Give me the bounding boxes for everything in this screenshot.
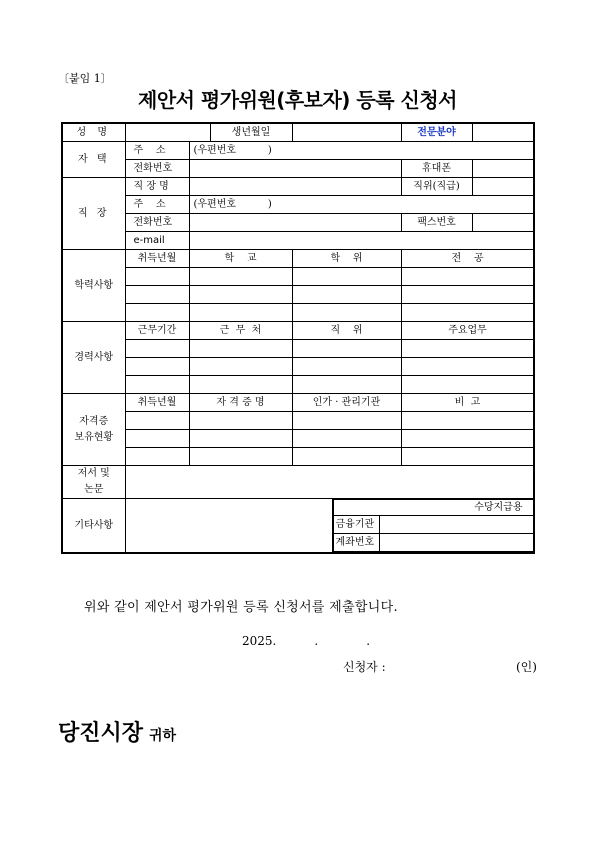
applicant-label: 신청자 : bbox=[343, 660, 386, 674]
fax-label: 팩스번호 bbox=[401, 214, 472, 232]
career-header-period: 근무기간 bbox=[125, 322, 189, 340]
company-label: 직 장 명 bbox=[125, 178, 189, 196]
account-label: 계좌번호 bbox=[333, 534, 379, 552]
career-cell[interactable] bbox=[401, 340, 534, 358]
education-entry-row bbox=[62, 304, 534, 322]
papers-row bbox=[62, 466, 534, 499]
license-label bbox=[62, 394, 125, 466]
home-phone-label: 전화번호 bbox=[125, 160, 189, 178]
bank-field[interactable] bbox=[379, 516, 533, 534]
home-address-field[interactable]: (우편번호 ) bbox=[189, 142, 534, 160]
education-cell[interactable] bbox=[401, 286, 534, 304]
company-field[interactable] bbox=[189, 178, 401, 196]
license-cell[interactable] bbox=[125, 448, 189, 466]
work-phone-field[interactable] bbox=[189, 214, 401, 232]
career-header-duties: 주요업무 bbox=[401, 322, 534, 340]
career-cell[interactable] bbox=[401, 358, 534, 376]
home-phone-field[interactable] bbox=[189, 160, 401, 178]
email-label: e-mail bbox=[125, 232, 189, 250]
mobile-label: 휴대폰 bbox=[401, 160, 472, 178]
education-cell[interactable] bbox=[189, 268, 292, 286]
birth-label: 생년월일 bbox=[210, 123, 292, 142]
work-phone-row bbox=[62, 214, 534, 232]
career-cell[interactable] bbox=[292, 358, 401, 376]
license-label-line2: 보유현황 bbox=[74, 431, 114, 443]
license-entry-row bbox=[62, 430, 534, 448]
home-address-row bbox=[62, 142, 534, 160]
fax-field[interactable] bbox=[472, 214, 534, 232]
work-label: 직 장 bbox=[62, 178, 125, 250]
education-cell[interactable] bbox=[401, 268, 534, 286]
license-cell[interactable] bbox=[189, 412, 292, 430]
education-cell[interactable] bbox=[189, 304, 292, 322]
papers-label-line1: 저서 및 bbox=[77, 468, 110, 479]
seal-label: (인) bbox=[516, 660, 537, 674]
license-cell[interactable] bbox=[125, 412, 189, 430]
allowance-label: 수당지급용 bbox=[333, 500, 533, 516]
date-line bbox=[242, 634, 370, 648]
license-cell[interactable] bbox=[401, 430, 534, 448]
career-cell[interactable] bbox=[189, 358, 292, 376]
license-entry-row bbox=[62, 412, 534, 430]
career-cell[interactable] bbox=[401, 376, 534, 394]
career-label: 경력사항 bbox=[62, 322, 125, 394]
work-email-row bbox=[62, 232, 534, 250]
bank-label: 금융기관 bbox=[333, 516, 379, 534]
career-header-position: 직 위 bbox=[292, 322, 401, 340]
license-header-remarks: 비 고 bbox=[401, 394, 534, 412]
education-entry-row bbox=[62, 268, 534, 286]
education-header-school: 학 교 bbox=[189, 250, 292, 268]
education-cell[interactable] bbox=[189, 286, 292, 304]
work-phone-label: 전화번호 bbox=[125, 214, 189, 232]
mobile-field[interactable] bbox=[472, 160, 534, 178]
license-cell[interactable] bbox=[292, 430, 401, 448]
education-cell[interactable] bbox=[292, 304, 401, 322]
education-cell[interactable] bbox=[292, 268, 401, 286]
license-cell[interactable] bbox=[401, 412, 534, 430]
education-entry-row bbox=[62, 286, 534, 304]
license-cell[interactable] bbox=[189, 448, 292, 466]
other-field[interactable] bbox=[125, 499, 332, 554]
registration-form-table bbox=[61, 122, 535, 554]
position-label: 직위(직급) bbox=[401, 178, 472, 196]
allowance-table bbox=[333, 499, 534, 552]
career-entry-row bbox=[62, 376, 534, 394]
work-address-row bbox=[62, 196, 534, 214]
career-cell[interactable] bbox=[292, 340, 401, 358]
license-label-line1: 자격증 bbox=[79, 415, 109, 427]
license-cell[interactable] bbox=[292, 412, 401, 430]
work-address-field[interactable]: (우편번호 ) bbox=[189, 196, 534, 214]
license-cell[interactable] bbox=[189, 430, 292, 448]
career-entry-row bbox=[62, 340, 534, 358]
other-row bbox=[62, 499, 534, 554]
work-address-label: 주 소 bbox=[125, 196, 189, 214]
account-field[interactable] bbox=[379, 534, 533, 552]
name-field[interactable] bbox=[125, 123, 210, 142]
education-header-major: 전 공 bbox=[401, 250, 534, 268]
submission-statement: 위와 같이 제안서 평가위원 등록 신청서를 제출합니다. bbox=[84, 600, 398, 615]
education-header-row bbox=[62, 250, 534, 268]
name-row bbox=[62, 123, 534, 142]
home-label: 자 택 bbox=[62, 142, 125, 178]
license-header-authority: 인가 · 관리기관 bbox=[292, 394, 401, 412]
form-title: 제안서 평가위원(후보자) 등록 신청서 bbox=[138, 88, 457, 112]
career-cell[interactable] bbox=[292, 376, 401, 394]
work-company-row bbox=[62, 178, 534, 196]
position-field[interactable] bbox=[472, 178, 534, 196]
career-cell[interactable] bbox=[125, 376, 189, 394]
career-header-row bbox=[62, 322, 534, 340]
license-header-row bbox=[62, 394, 534, 412]
home-address-label: 주 소 bbox=[125, 142, 189, 160]
specialty-label: 전문분야 bbox=[401, 123, 472, 142]
papers-label-line2: 논문 bbox=[84, 484, 104, 495]
education-header-degree: 학 위 bbox=[292, 250, 401, 268]
addressee bbox=[58, 716, 176, 747]
career-cell[interactable] bbox=[125, 358, 189, 376]
education-header-date: 취득년월 bbox=[125, 250, 189, 268]
specialty-field[interactable] bbox=[472, 123, 534, 142]
date-day: . bbox=[366, 634, 371, 648]
education-cell[interactable] bbox=[125, 268, 189, 286]
education-cell[interactable] bbox=[401, 304, 534, 322]
career-entry-row bbox=[62, 358, 534, 376]
license-cell[interactable] bbox=[125, 430, 189, 448]
license-header-name: 자 격 증 명 bbox=[189, 394, 292, 412]
career-cell[interactable] bbox=[125, 340, 189, 358]
papers-label bbox=[62, 466, 125, 499]
career-cell[interactable] bbox=[189, 340, 292, 358]
license-cell[interactable] bbox=[292, 448, 401, 466]
career-header-workplace: 근 무 처 bbox=[189, 322, 292, 340]
education-cell[interactable] bbox=[125, 304, 189, 322]
home-phone-row bbox=[62, 160, 534, 178]
education-label: 학력사항 bbox=[62, 250, 125, 322]
birth-field[interactable] bbox=[292, 123, 401, 142]
papers-field[interactable] bbox=[125, 466, 534, 499]
other-label: 기타사항 bbox=[62, 499, 125, 554]
allowance-box bbox=[332, 499, 534, 554]
license-entry-row bbox=[62, 448, 534, 466]
license-header-date: 취득년월 bbox=[125, 394, 189, 412]
license-cell[interactable] bbox=[401, 448, 534, 466]
attachment-label: 〔붙임 1〕 bbox=[58, 72, 112, 85]
date-year: 2025. bbox=[242, 634, 277, 648]
addressee-suffix: 귀하 bbox=[149, 728, 177, 744]
date-month: . bbox=[314, 634, 319, 648]
name-label: 성 명 bbox=[62, 123, 125, 142]
email-field[interactable] bbox=[189, 232, 534, 250]
career-cell[interactable] bbox=[189, 376, 292, 394]
education-cell[interactable] bbox=[125, 286, 189, 304]
addressee-name: 당진시장 bbox=[58, 721, 144, 746]
education-cell[interactable] bbox=[292, 286, 401, 304]
